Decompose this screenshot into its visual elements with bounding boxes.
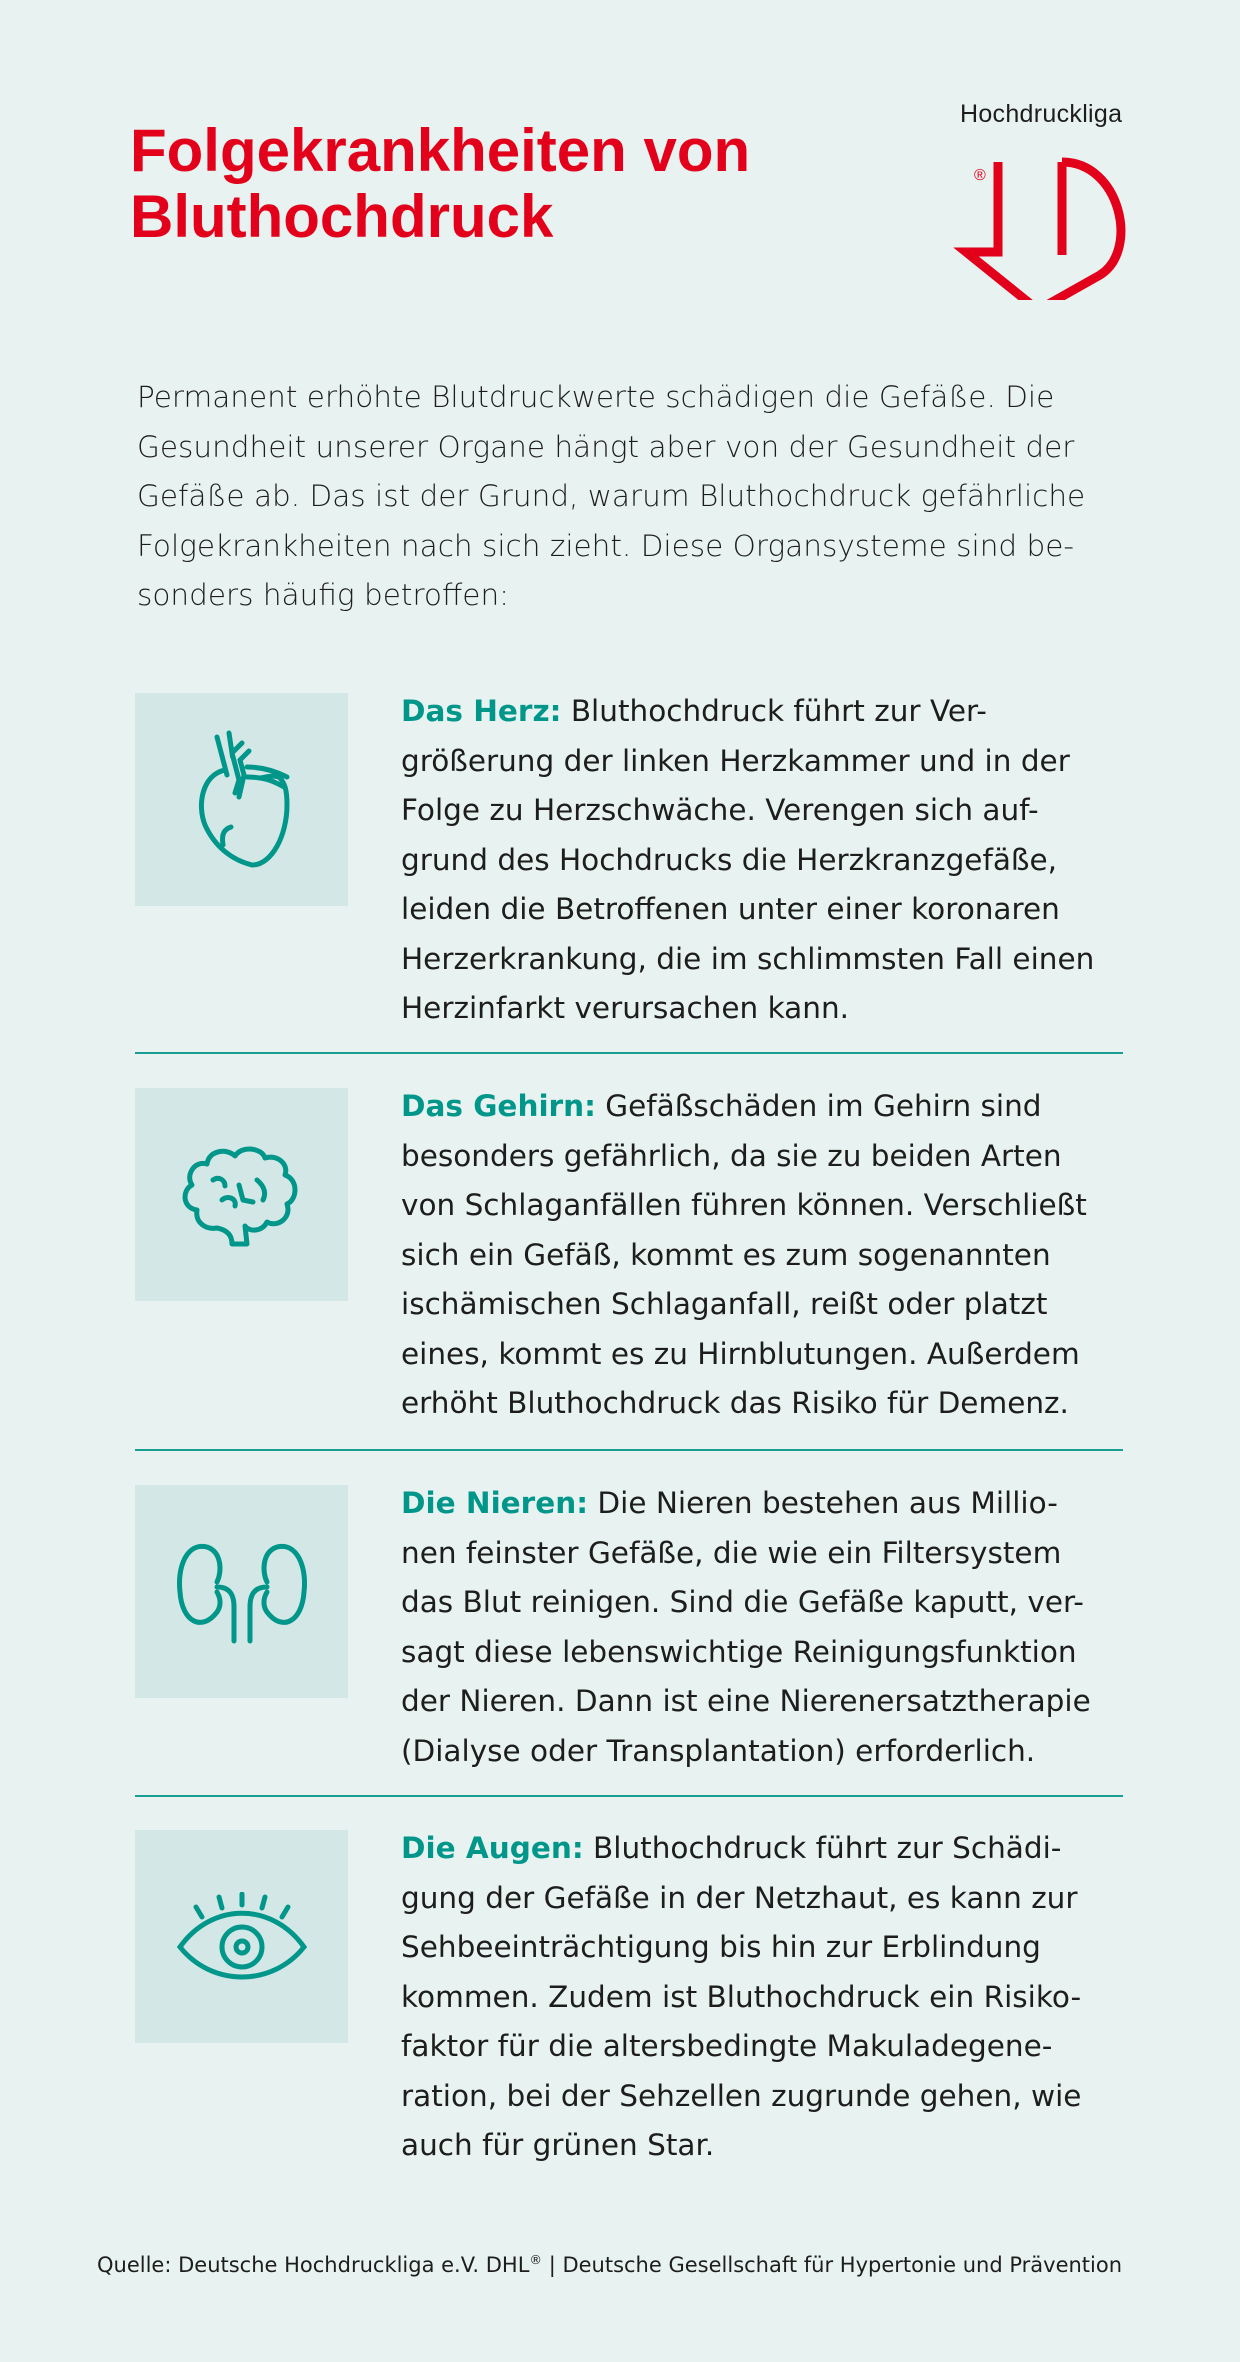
text-line: das Blut reinigen. Sind die Gefäße kaputt, ver-: [401, 1585, 1084, 1619]
hochdruckliga-logo: [950, 100, 1130, 300]
text-line: eines, kommt es zu Hirnblutungen. Außerdem: [401, 1336, 1080, 1371]
text-line: erhöht Bluthochdruck das Risiko für Demenz.: [401, 1386, 1069, 1420]
intro-line: Folgekrankheiten nach sich zieht. Diese Organsysteme sind be-: [137, 528, 1075, 563]
text-line: besonders gefährlich, da sie zu beiden Arten: [401, 1138, 1062, 1173]
text-line: sich ein Gefäß, kommt es zum sogenannten: [401, 1237, 1051, 1272]
heart-icon-box: [135, 693, 348, 906]
registered-mark: ®: [529, 2252, 543, 2267]
kidneys-icon: [172, 1537, 312, 1647]
section-text: [401, 1479, 1091, 1776]
heart-icon: [187, 725, 297, 875]
section-heading: Das Herz:: [401, 694, 562, 728]
text-line: sagt diese lebenswichtige Reinigungsfunktion: [401, 1634, 1077, 1669]
eye-icon-box: [135, 1830, 348, 2043]
text-line: (Dialyse oder Transplantation) erforderlich.: [401, 1733, 1036, 1768]
divider: [135, 1795, 1123, 1797]
intro-paragraph: [137, 373, 1085, 621]
text-line: auch für grünen Star.: [401, 2128, 715, 2162]
eye-icon: [172, 1892, 312, 1982]
text-line: ration, bei der Sehzellen zugrunde gehen, wie: [401, 2078, 1082, 2113]
section-text: [401, 1082, 1087, 1429]
source-footer: [97, 2252, 1122, 2277]
intro-line: Permanent erhöhte Blutdruckwerte schädigen die Gefäße. Die: [137, 380, 1055, 414]
text-line: Bluthochdruck führt zur Ver-: [561, 694, 987, 728]
text-line: Gefäßschäden im Gehirn sind: [595, 1089, 1042, 1123]
text-line: leiden die Betroffenen unter einer koronaren: [401, 892, 1060, 926]
divider: [135, 1449, 1123, 1451]
text-line: von Schlaganfällen führen können. Verschließt: [401, 1188, 1087, 1222]
text-line: Die Nieren bestehen aus Millio-: [588, 1486, 1058, 1520]
text-line: grund des Hochdrucks die Herzkranzgefäße,: [401, 842, 1058, 877]
footer-text: | Deutsche Gesellschaft für Hypertonie und Prävention: [542, 2253, 1123, 2277]
text-line: Herzinfarkt verursachen kann.: [401, 991, 850, 1025]
text-line: gung der Gefäße in der Netzhaut, es kann zur: [401, 1880, 1078, 1915]
text-line: nen feinster Gefäße, die wie ein Filtersystem: [401, 1535, 1062, 1570]
brain-icon-box: [135, 1088, 348, 1301]
text-line: größerung der linken Herzkammer und in der: [401, 743, 1070, 778]
text-line: kommen. Zudem ist Bluthochdruck ein Risiko-: [401, 1979, 1082, 2014]
kidneys-icon-box: [135, 1485, 348, 1698]
page-title: [130, 118, 750, 250]
divider: [135, 1052, 1123, 1054]
text-line: faktor für die altersbedingte Makuladegene-: [401, 2029, 1053, 2063]
text-line: Folge zu Herzschwäche. Verengen sich auf-: [401, 793, 1039, 827]
text-line: ischämischen Schlaganfall, reißt oder platzt: [401, 1287, 1048, 1321]
text-line: der Nieren. Dann ist eine Nierenersatztherapie: [401, 1684, 1091, 1718]
section-text: [401, 687, 1094, 1034]
svg-text:®: ®: [974, 167, 986, 184]
section-heading: Die Augen:: [401, 1831, 584, 1865]
section-heading: Die Nieren:: [401, 1486, 589, 1520]
text-line: Herzerkrankung, die im schlimmsten Fall einen: [401, 941, 1095, 976]
title-line: Bluthochdruck: [130, 183, 554, 250]
footer-text: Quelle: Deutsche Hochdruckliga e.V. DHL: [97, 2253, 530, 2277]
brain-icon: [177, 1140, 307, 1250]
intro-line: sonders häufig betroffen:: [137, 578, 510, 612]
section-text: [401, 1824, 1081, 2171]
logo-text: Hochdruckliga: [960, 100, 1123, 128]
section-heading: Das Gehirn:: [401, 1089, 596, 1123]
title-line: Folgekrankheiten von: [130, 117, 751, 184]
logo-mark-icon: [950, 100, 1130, 300]
text-line: Bluthochdruck führt zur Schädi-: [583, 1831, 1062, 1865]
text-line: Sehbeeinträchtigung bis hin zur Erblindung: [401, 1930, 1041, 1964]
intro-line: Gesundheit unserer Organe hängt aber von der Gesundheit der: [137, 429, 1075, 464]
intro-line: Gefäße ab. Das ist der Grund, warum Bluthochdruck gefährliche: [137, 479, 1086, 513]
